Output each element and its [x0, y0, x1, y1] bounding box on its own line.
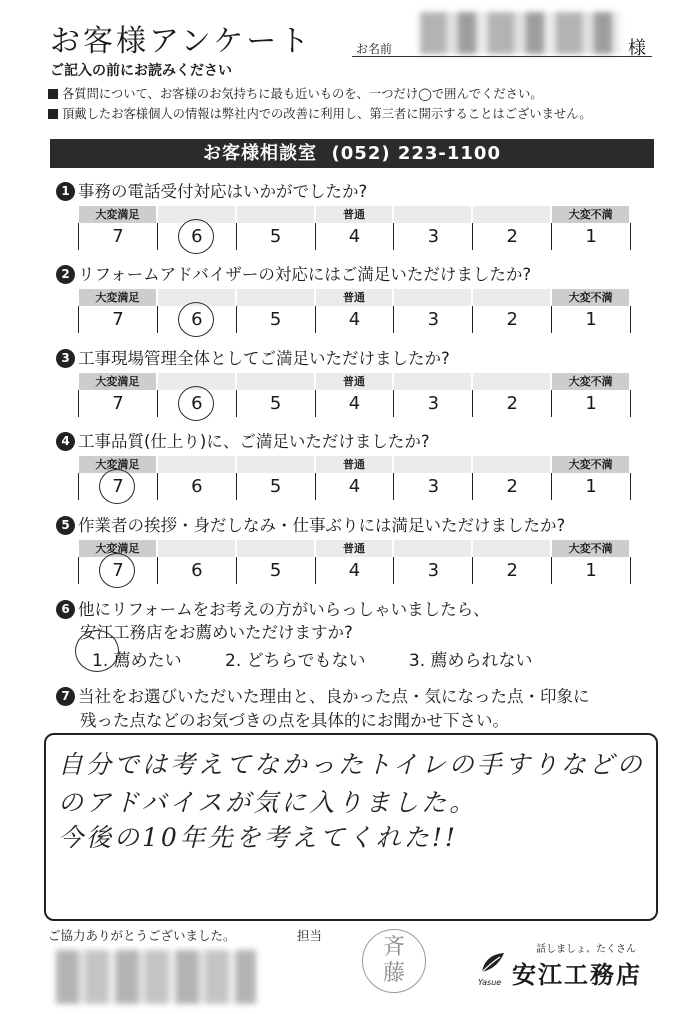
handwritten-comment-line: 今後の10年先を考えてくれた!! — [58, 823, 458, 852]
scale-header-blank — [394, 206, 471, 223]
rating-scale — [78, 373, 630, 417]
scale-header-left: 大変満足 — [79, 456, 156, 473]
scale-header-blank — [237, 206, 314, 223]
scale-header-right: 大変不満 — [552, 373, 629, 390]
scale-header-middle: 普通 — [316, 206, 393, 223]
question-2: 2 リフォームアドバイザーの対応にはご満足いただけましたか? — [56, 261, 531, 285]
question-6: 6 他にリフォームをお考えの方がいらっしゃいましたら、 — [56, 596, 490, 620]
staff-label: 担当 — [297, 928, 323, 943]
rating-option-3[interactable]: 3 — [394, 390, 473, 417]
scale-header-right: 大変不満 — [552, 206, 629, 223]
question-7-line2: 残った点などのお気づきの点を具体的にお聞かせ下さい。 — [80, 711, 509, 730]
rating-option-5[interactable]: 5 — [237, 390, 316, 417]
rating-option-4[interactable]: 4 — [316, 390, 395, 417]
rating-option-2[interactable]: 2 — [473, 473, 552, 500]
rating-option-4[interactable]: 4 — [316, 557, 395, 584]
support-banner: お客様相談室 (052) 223-1100 — [50, 139, 654, 168]
company-logo-wordmark: Yasue — [478, 978, 502, 987]
question-5: 5 作業者の挨拶・身だしなみ・仕事ぶりには満足いただけましたか? — [56, 512, 565, 536]
rating-option-1[interactable]: 1 — [552, 390, 631, 417]
company-leaf-logo-icon — [478, 950, 508, 976]
rating-option-3[interactable]: 3 — [394, 473, 473, 500]
rating-option-3[interactable]: 3 — [394, 557, 473, 584]
question-7: 7 当社をお選びいただいた理由と、良かった点・気になった点・印象に — [56, 683, 590, 707]
question-4: 4 工事品質(仕上り)に、ご満足いただけましたか? — [56, 428, 430, 452]
rating-option-1[interactable]: 1 — [552, 473, 631, 500]
question-6-line2: 安江工務店をお薦めいただけますか? — [80, 623, 353, 642]
rating-option-1[interactable]: 1 — [552, 557, 631, 584]
option-not-recommend[interactable]: 3. 薦められない — [408, 651, 533, 671]
scale-header-blank — [394, 289, 471, 306]
instructions-heading: ご記入の前にお読みください — [50, 63, 232, 79]
scale-header-blank — [394, 456, 471, 473]
rating-option-2[interactable]: 2 — [473, 557, 552, 584]
question-1: 1 事務の電話受付対応はいかがでしたか? — [56, 178, 367, 202]
rating-option-4[interactable]: 4 — [316, 306, 395, 333]
scale-header-left: 大変満足 — [79, 289, 156, 306]
handwritten-comment-line: のアドバイスが気に入りました。 — [58, 788, 478, 817]
scale-header-left: 大変満足 — [79, 373, 156, 390]
rating-option-4[interactable]: 4 — [316, 473, 395, 500]
rating-option-5[interactable]: 5 — [237, 223, 316, 250]
instruction-bullet: 頂戴したお客様個人の情報は弊社内での改善に利用し、第三者に開示することはございません。 — [48, 104, 592, 122]
rating-scale — [78, 540, 630, 584]
handwritten-comment-line: 自分では考えてなかったトイレの手すりなどの — [58, 750, 645, 779]
rating-option-2[interactable]: 2 — [473, 390, 552, 417]
square-bullet-icon — [48, 89, 58, 99]
scale-header-blank — [473, 373, 550, 390]
thanks-text: ご協力ありがとうございました。 — [48, 928, 236, 943]
rating-option-5[interactable]: 5 — [237, 306, 316, 333]
name-underline — [352, 56, 652, 57]
scale-header-middle: 普通 — [316, 456, 393, 473]
scale-header-blank — [473, 456, 550, 473]
name-label: お名前 — [356, 42, 393, 56]
square-bullet-icon — [48, 109, 58, 119]
scale-header-blank — [237, 456, 314, 473]
recommend-options — [92, 646, 571, 671]
honorific: 様 — [628, 38, 646, 59]
rating-option-1[interactable]: 1 — [552, 306, 631, 333]
rating-option-7[interactable]: 7 — [79, 473, 158, 500]
question-3: 3 工事現場管理全体としてご満足いただけましたか? — [56, 345, 450, 369]
rating-option-7[interactable]: 7 — [79, 557, 158, 584]
scale-header-middle: 普通 — [316, 289, 393, 306]
scale-header-blank — [237, 540, 314, 557]
rating-scale — [78, 456, 630, 500]
rating-option-6[interactable]: 6 — [158, 473, 237, 500]
scale-header-blank — [473, 289, 550, 306]
rating-scale — [78, 206, 630, 250]
rating-option-1[interactable]: 1 — [552, 223, 631, 250]
scale-header-blank — [394, 373, 471, 390]
instruction-bullet: 各質問について、お客様のお気持ちに最も近いものを、一つだけ◯で囲んでください。 — [48, 84, 543, 102]
company-tagline: 話しましょ、たくさん — [536, 944, 636, 955]
scale-header-middle: 普通 — [316, 540, 393, 557]
rating-option-2[interactable]: 2 — [473, 223, 552, 250]
scale-header-blank — [158, 456, 235, 473]
scale-header-blank — [473, 540, 550, 557]
customer-name-redacted — [420, 12, 620, 54]
survey-title: お客様アンケート — [50, 24, 313, 59]
rating-option-4[interactable]: 4 — [316, 223, 395, 250]
rating-option-7[interactable]: 7 — [79, 306, 158, 333]
scale-header-right: 大変不満 — [552, 289, 629, 306]
option-recommend[interactable]: 1. 薦めたい — [92, 651, 182, 671]
rating-option-6[interactable]: 6 — [158, 390, 237, 417]
rating-option-3[interactable]: 3 — [394, 306, 473, 333]
rating-option-3[interactable]: 3 — [394, 223, 473, 250]
scale-header-blank — [237, 373, 314, 390]
scale-header-left: 大変満足 — [79, 540, 156, 557]
rating-option-6[interactable]: 6 — [158, 223, 237, 250]
scale-header-middle: 普通 — [316, 373, 393, 390]
rating-option-2[interactable]: 2 — [473, 306, 552, 333]
rating-scale — [78, 289, 630, 333]
scale-header-blank — [237, 289, 314, 306]
rating-option-7[interactable]: 7 — [79, 390, 158, 417]
scale-header-right: 大変不満 — [552, 540, 629, 557]
address-redacted — [56, 950, 256, 1004]
scale-header-blank — [158, 540, 235, 557]
scale-header-blank — [394, 540, 471, 557]
scale-header-left: 大変満足 — [79, 206, 156, 223]
scale-header-right: 大変不満 — [552, 456, 629, 473]
staff-seal-stamp: 斉 藤 — [362, 929, 426, 993]
rating-option-5[interactable]: 5 — [237, 473, 316, 500]
option-neutral[interactable]: 2. どちらでもない — [225, 651, 366, 671]
rating-option-6[interactable]: 6 — [158, 557, 237, 584]
rating-option-7[interactable]: 7 — [79, 223, 158, 250]
rating-option-5[interactable]: 5 — [237, 557, 316, 584]
scale-header-blank — [473, 206, 550, 223]
company-name: 安江工務店 — [512, 961, 642, 989]
rating-option-6[interactable]: 6 — [158, 306, 237, 333]
